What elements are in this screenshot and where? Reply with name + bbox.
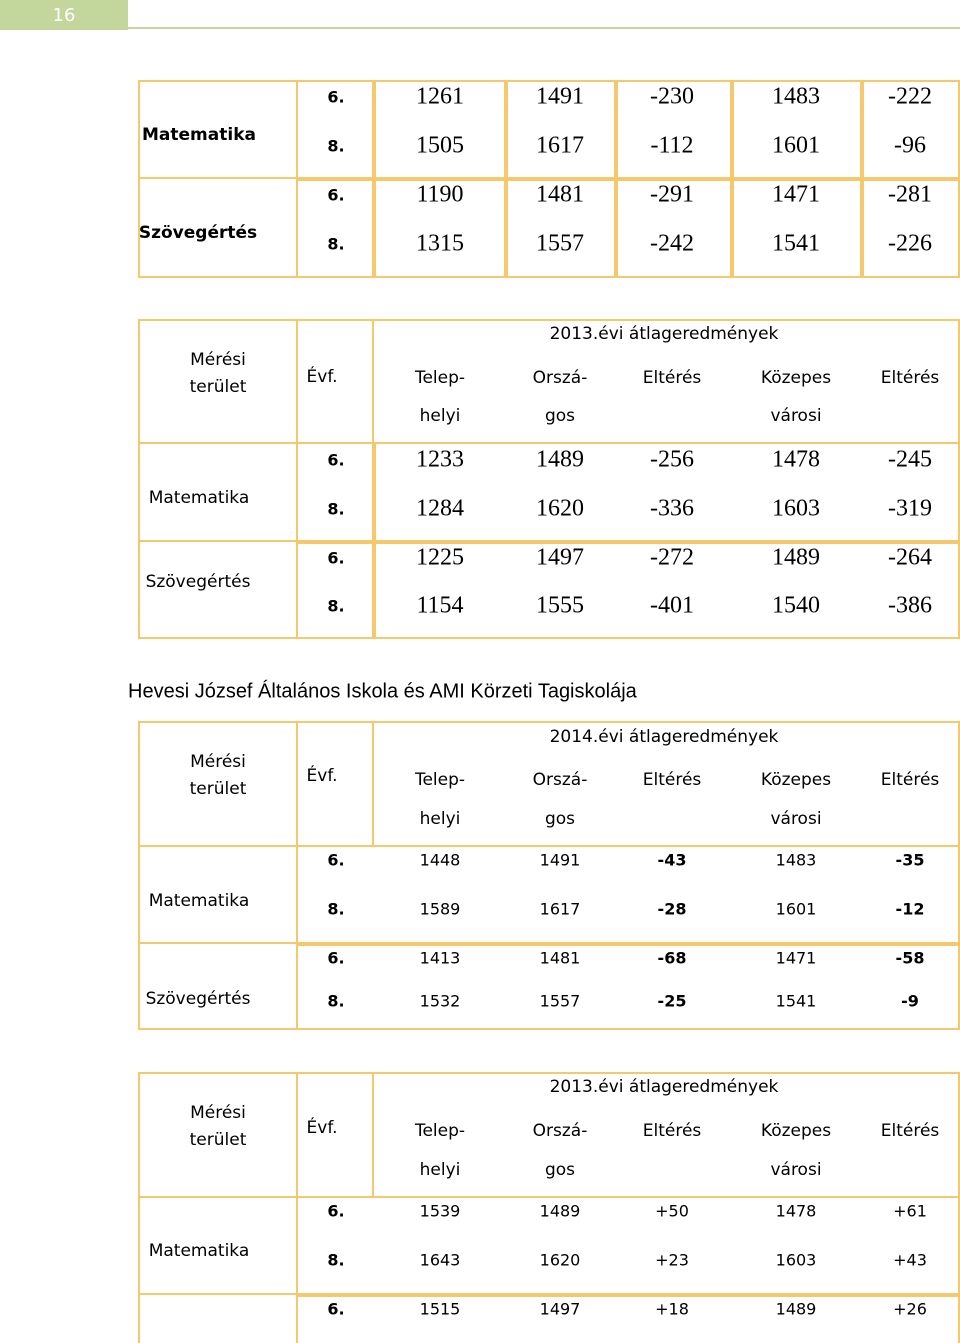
- local-value: 1532: [419, 991, 461, 1011]
- national-value: 1557: [536, 230, 584, 257]
- difference-value: -230: [650, 83, 694, 110]
- city-value: 1489: [772, 544, 820, 571]
- header-evf: Évf.: [306, 367, 338, 387]
- header-telep: Telep-: [414, 770, 466, 790]
- difference-value: -28: [657, 899, 687, 919]
- city-value: 1541: [772, 230, 820, 257]
- grade-cell: 8.: [327, 499, 345, 519]
- local-value: 1589: [419, 899, 461, 919]
- header-evf: Évf.: [306, 1118, 338, 1138]
- grade-cell: 8.: [327, 234, 345, 254]
- city-value: 1471: [772, 181, 820, 208]
- subject-label: Szövegértés: [145, 572, 251, 592]
- header-meres-line2: terület: [189, 779, 247, 799]
- local-value: 1261: [416, 83, 464, 110]
- header-meres-line2: terület: [189, 377, 247, 397]
- grade-cell: 8.: [327, 596, 345, 616]
- subject-label: Matematika: [148, 1241, 250, 1261]
- section-heading: Hevesi József Általános Iskola és AMI Körzeti Tagiskolája: [128, 680, 637, 703]
- subject-cell-szovegertes: [138, 942, 298, 1030]
- values-area: [296, 1196, 960, 1343]
- difference-value: -226: [888, 230, 932, 257]
- header-orszag: Orszá-: [532, 770, 588, 790]
- col-divider: [614, 80, 618, 278]
- header-meres-line1: Mérési: [190, 1103, 246, 1123]
- header-telep: Telep-: [414, 368, 466, 388]
- grade-cell: 6.: [327, 185, 345, 205]
- national-value: 1620: [539, 1250, 581, 1270]
- national-value: 1620: [536, 495, 584, 522]
- national-value: 1489: [536, 446, 584, 473]
- divider: [296, 1293, 960, 1297]
- grade-cell: 6.: [327, 450, 345, 470]
- difference-value: +61: [893, 1201, 927, 1221]
- difference-value: -401: [650, 592, 694, 619]
- col-divider: [730, 80, 734, 278]
- grade-cell: 6.: [327, 548, 345, 568]
- header-kozepes: Közepes: [760, 770, 832, 790]
- header-meres-line2: terület: [189, 1130, 247, 1150]
- difference-value: +43: [893, 1250, 927, 1270]
- local-value: 1515: [419, 1299, 461, 1319]
- city-value: 1483: [772, 83, 820, 110]
- city-value: 1601: [772, 132, 820, 159]
- local-value: 1315: [416, 230, 464, 257]
- city-value: 1541: [775, 991, 817, 1011]
- difference-value: -43: [657, 850, 687, 870]
- subject-label: Matematika: [148, 488, 250, 508]
- difference-value: -245: [888, 446, 932, 473]
- national-value: 1497: [536, 544, 584, 571]
- local-value: 1233: [416, 446, 464, 473]
- local-value: 1643: [419, 1250, 461, 1270]
- city-value: 1603: [772, 495, 820, 522]
- header-gos: gos: [544, 809, 576, 829]
- difference-value: -112: [650, 132, 694, 159]
- difference-value: +26: [893, 1299, 927, 1319]
- header-gos: gos: [544, 1160, 576, 1180]
- header-meres-line1: Mérési: [190, 752, 246, 772]
- grade-cell: 6.: [327, 850, 345, 870]
- header-helyi: helyi: [419, 809, 461, 829]
- difference-value: -96: [894, 132, 926, 159]
- table-title: 2013.évi átlageredmények: [549, 324, 779, 344]
- city-value: 1471: [775, 948, 817, 968]
- header-meres-line1: Mérési: [190, 350, 246, 370]
- header-evf: Évf.: [306, 766, 338, 786]
- difference-value: -281: [888, 181, 932, 208]
- values-area: [296, 845, 960, 1030]
- header-kozepes: Közepes: [760, 368, 832, 388]
- national-value: 1489: [539, 1201, 581, 1221]
- grade-cell: 6.: [327, 87, 345, 107]
- difference-value: -242: [650, 230, 694, 257]
- difference-value: -12: [895, 899, 925, 919]
- national-value: 1491: [539, 850, 581, 870]
- difference-value: -222: [888, 83, 932, 110]
- col-divider: [372, 80, 376, 278]
- city-value: 1601: [775, 899, 817, 919]
- subject-label: Szövegértés: [138, 223, 258, 243]
- national-value: 1481: [539, 948, 581, 968]
- national-value: 1557: [539, 991, 581, 1011]
- difference-value: -35: [895, 850, 925, 870]
- city-value: 1483: [775, 850, 817, 870]
- city-value: 1540: [772, 592, 820, 619]
- header-varosi: városi: [770, 1160, 822, 1180]
- header-elteres-2: Eltérés: [880, 368, 940, 388]
- grade-cell: 6.: [327, 948, 345, 968]
- national-value: 1481: [536, 181, 584, 208]
- city-value: 1478: [775, 1201, 817, 1221]
- divider: [296, 942, 960, 946]
- city-value: 1478: [772, 446, 820, 473]
- national-value: 1617: [536, 132, 584, 159]
- grade-cell: 6.: [327, 1299, 345, 1319]
- subject-label: Matematika: [148, 891, 250, 911]
- local-value: 1284: [416, 495, 464, 522]
- local-value: 1225: [416, 544, 464, 571]
- col-divider: [372, 442, 376, 639]
- subject-cell-next: [138, 1293, 298, 1343]
- grade-cell: 8.: [327, 991, 345, 1011]
- header-orszag: Orszá-: [532, 1121, 588, 1141]
- difference-value: -9: [901, 991, 919, 1011]
- page-number: 16: [0, 0, 128, 30]
- header-rule: [128, 27, 960, 29]
- city-value: 1603: [775, 1250, 817, 1270]
- difference-value: -336: [650, 495, 694, 522]
- national-value: 1555: [536, 592, 584, 619]
- col-divider: [860, 80, 864, 278]
- header-elteres: Eltérés: [642, 1121, 702, 1141]
- header-elteres: Eltérés: [642, 770, 702, 790]
- national-value: 1491: [536, 83, 584, 110]
- header-elteres: Eltérés: [642, 368, 702, 388]
- header-gos: gos: [544, 406, 576, 426]
- col-divider: [504, 80, 508, 278]
- header-orszag: Orszá-: [532, 368, 588, 388]
- difference-value: -68: [657, 948, 687, 968]
- header-elteres-2: Eltérés: [880, 1121, 940, 1141]
- difference-value: -58: [895, 948, 925, 968]
- header-elteres-2: Eltérés: [880, 770, 940, 790]
- difference-value: -25: [657, 991, 687, 1011]
- difference-value: -291: [650, 181, 694, 208]
- local-value: 1539: [419, 1201, 461, 1221]
- national-value: 1497: [539, 1299, 581, 1319]
- header-varosi: városi: [770, 406, 822, 426]
- grade-cell: 8.: [327, 136, 345, 156]
- header-varosi: városi: [770, 809, 822, 829]
- local-value: 1505: [416, 132, 464, 159]
- divider: [296, 540, 960, 544]
- local-value: 1154: [416, 592, 464, 619]
- local-value: 1190: [416, 181, 464, 208]
- difference-value: -319: [888, 495, 932, 522]
- difference-value: +50: [655, 1201, 689, 1221]
- table-title: 2014.évi átlageredmények: [549, 727, 779, 747]
- difference-value: -264: [888, 544, 932, 571]
- difference-value: -386: [888, 592, 932, 619]
- difference-value: +18: [655, 1299, 689, 1319]
- grade-cell: 8.: [327, 899, 345, 919]
- grade-cell: 8.: [327, 1250, 345, 1270]
- difference-value: -256: [650, 446, 694, 473]
- local-value: 1448: [419, 850, 461, 870]
- difference-value: -272: [650, 544, 694, 571]
- grade-cell: 6.: [327, 1201, 345, 1221]
- subject-label: Szövegértés: [145, 989, 251, 1009]
- table-title: 2013.évi átlageredmények: [549, 1077, 779, 1097]
- header-helyi: helyi: [419, 1160, 461, 1180]
- local-value: 1413: [419, 948, 461, 968]
- header-kozepes: Közepes: [760, 1121, 832, 1141]
- subject-label: Matematika: [142, 125, 256, 145]
- header-helyi: helyi: [419, 406, 461, 426]
- difference-value: +23: [655, 1250, 689, 1270]
- header-telep: Telep-: [414, 1121, 466, 1141]
- national-value: 1617: [539, 899, 581, 919]
- city-value: 1489: [775, 1299, 817, 1319]
